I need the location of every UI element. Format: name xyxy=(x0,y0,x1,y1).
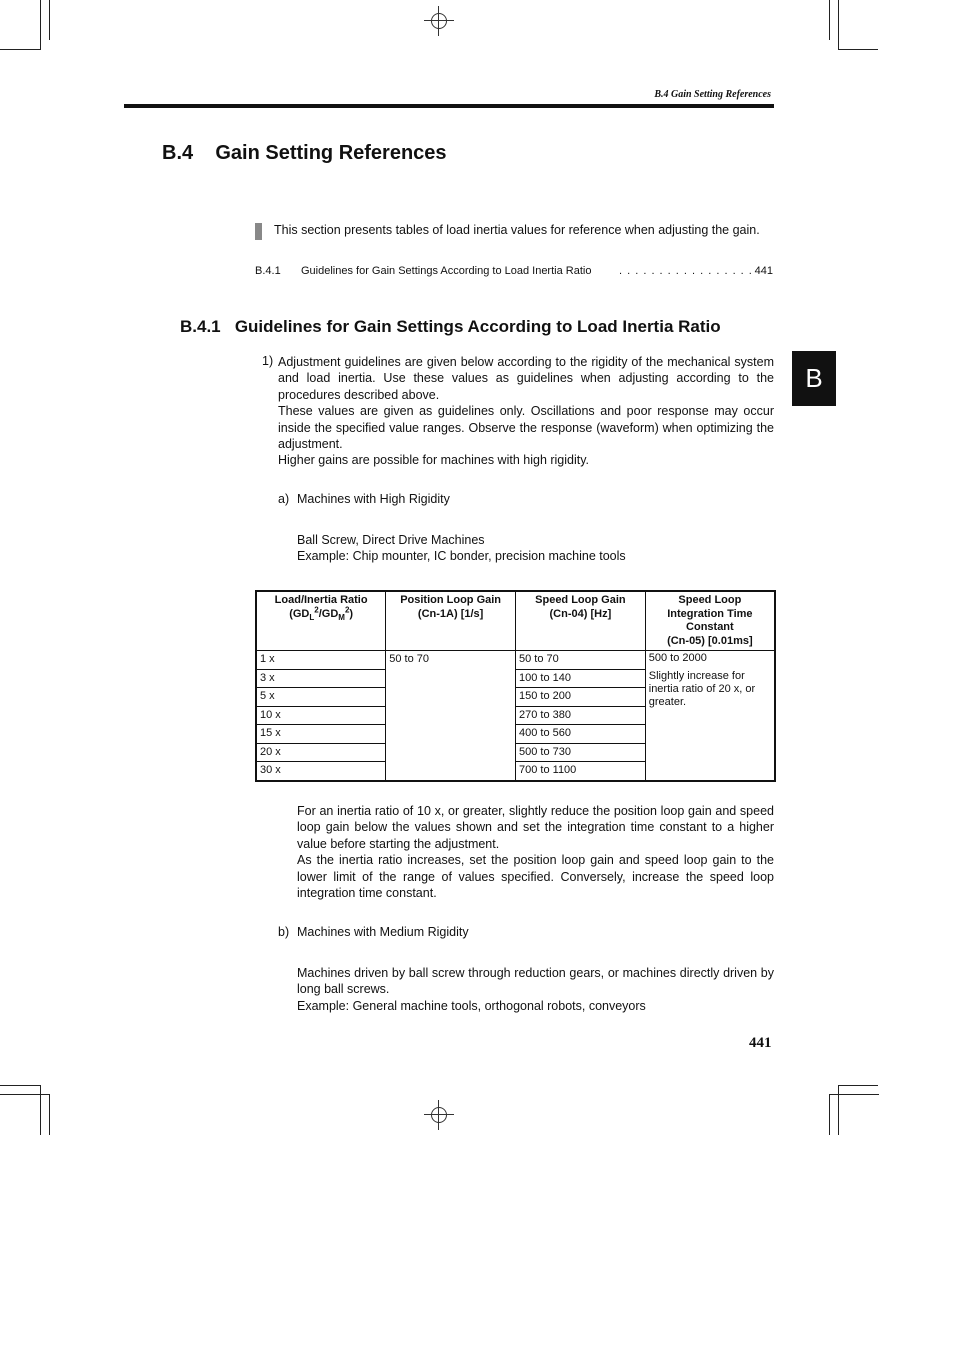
item-a-description xyxy=(297,532,774,565)
item-b-desc: Machines driven by ball screw through reduction gears, or machines directly driven by long ball screws. xyxy=(297,966,774,997)
ratio-cell: 10 x xyxy=(256,706,386,725)
table-row xyxy=(256,651,775,670)
item-a-desc-line: Example: Chip mounter, IC bonder, precision machine tools xyxy=(297,549,626,564)
header-position-loop-gain: Position Loop Gain (Cn-1A) [1/s] xyxy=(386,591,516,651)
item-b-example: Example: General machine tools, orthogonal robots, conveyors xyxy=(297,998,646,1013)
table-header-row xyxy=(256,591,775,651)
speed-gain-cell: 270 to 380 xyxy=(516,706,646,725)
ratio-cell: 30 x xyxy=(256,762,386,781)
item-a-desc-line: Ball Screw, Direct Drive Machines xyxy=(297,533,485,547)
item-b-title: Machines with Medium Rigidity xyxy=(297,925,469,939)
item-b-description xyxy=(297,965,774,1014)
section-number: B.4 xyxy=(162,142,194,164)
section-title-text: Gain Setting References xyxy=(215,142,447,164)
toc-leader: . . . . . . . . . . . . . . . . . xyxy=(619,265,753,277)
toc-title: Guidelines for Gain Settings According to Load Inertia Ratio xyxy=(301,265,592,277)
registration-mark-top xyxy=(424,6,454,36)
item-a-label: a) xyxy=(278,492,290,506)
item1-paragraph: These values are given as guidelines only. Oscillations and poor response may occur inside the specified value ranges. Observe the response (waveform) when optimizing the adjustment. xyxy=(278,404,774,452)
speed-gain-cell: 100 to 140 xyxy=(516,669,646,688)
item1-body xyxy=(278,354,774,469)
speed-gain-cell: 500 to 730 xyxy=(516,743,646,762)
after-table-paragraph: For an inertia ratio of 10 x, or greater, slightly reduce the position loop gain and speed loop gain below the values shown and set the integration time constant to a higher value before starting the adjustment. xyxy=(297,804,774,851)
header-integration-time-constant: Speed Loop Integration Time Constant (Cn-05) [0.01ms] xyxy=(645,591,775,651)
registration-mark-bottom xyxy=(424,1100,454,1130)
integration-time-cell xyxy=(645,651,775,781)
running-head: B.4 Gain Setting References xyxy=(654,89,771,100)
subsection-title xyxy=(180,317,721,337)
item1-paragraph: Higher gains are possible for machines with high rigidity. xyxy=(278,453,590,468)
toc-page: 441 xyxy=(754,265,773,277)
speed-gain-cell: 400 to 560 xyxy=(516,725,646,744)
integration-time-value: 500 to 2000 xyxy=(648,652,707,664)
ratio-cell: 15 x xyxy=(256,725,386,744)
intro-text: This section presents tables of load inertia values for reference when adjusting the gain. xyxy=(274,223,760,237)
subsection-title-text: Guidelines for Gain Settings According to Load Inertia Ratio xyxy=(234,317,721,336)
speed-gain-cell: 50 to 70 xyxy=(516,651,646,670)
header-load-inertia-ratio: Load/Inertia Ratio $(GD_L^2/GD_M^2)$ xyxy=(256,591,386,651)
ratio-cell: 3 x xyxy=(256,669,386,688)
speed-gain-cell: 700 to 1100 xyxy=(516,762,646,781)
subsection-number: B.4.1 xyxy=(180,317,221,336)
item1-paragraph: Adjustment guidelines are given below according to the rigidity of the mechanical system and load inertia. Use these values as guidelines when adjusting according to the procedures described above. xyxy=(278,355,774,402)
ratio-cell: 1 x xyxy=(256,651,386,670)
after-table-text xyxy=(297,803,774,901)
after-table-paragraph: As the inertia ratio increases, set the position loop gain and speed loop gain to the lower limit of the range of values specified. Conversely, increase the speed loop integration time constant. xyxy=(297,853,774,901)
header-speed-loop-gain: Speed Loop Gain (Cn-04) [Hz] xyxy=(516,591,646,651)
page-number: 441 xyxy=(749,1035,772,1051)
chapter-tab: B xyxy=(792,351,836,406)
position-gain-cell: 50 to 70 xyxy=(386,651,516,781)
item-b-label: b) xyxy=(278,925,290,939)
item-a-title: Machines with High Rigidity xyxy=(297,492,450,506)
toc-number: B.4.1 xyxy=(255,265,281,277)
speed-gain-cell: 150 to 200 xyxy=(516,688,646,707)
integration-time-note: Slightly increase for inertia ratio of 20 x, or greater. xyxy=(648,670,756,708)
header-rule xyxy=(124,104,774,108)
intro-marker xyxy=(255,223,262,240)
item-number: 1) xyxy=(262,354,274,368)
ratio-cell: 5 x xyxy=(256,688,386,707)
gain-table xyxy=(255,590,776,782)
section-title xyxy=(162,142,447,165)
ratio-cell: 20 x xyxy=(256,743,386,762)
